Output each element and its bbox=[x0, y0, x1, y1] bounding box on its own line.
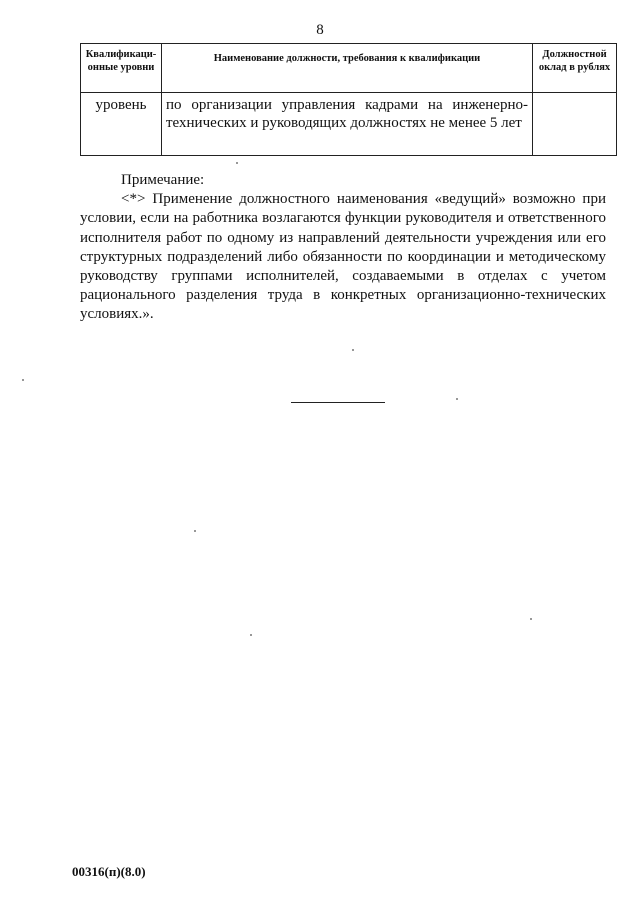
cell-requirements: по организации управления кадрами на инженерно-технических и руководящих должностях не менее 5 лет bbox=[162, 93, 533, 156]
cell-salary bbox=[533, 93, 617, 156]
document-code: 00316(п)(8.0) bbox=[72, 864, 146, 879]
end-divider bbox=[291, 402, 385, 403]
scan-speck bbox=[22, 379, 24, 381]
scan-speck bbox=[456, 398, 458, 400]
header-qualification-levels: Квалификаци-онные уровни bbox=[81, 44, 162, 93]
qualification-table bbox=[80, 43, 617, 156]
note-title: Примечание: bbox=[121, 172, 205, 188]
table-row bbox=[81, 93, 617, 156]
page-number: 8 bbox=[316, 22, 324, 38]
cell-level: уровень bbox=[81, 93, 162, 156]
scan-speck bbox=[250, 634, 252, 636]
scan-speck bbox=[194, 530, 196, 532]
scan-speck bbox=[352, 349, 354, 351]
note-block bbox=[80, 171, 606, 325]
note-text: <*> Применение должностного наименования «ведущий» возможно при условии, если на работника возлагаются функции руководителя и ответственного исполнителя работ по одному из направлений деятельности учреждения или его структурных подразделений либо обязанности по координации и методическому руководству группами исполнителей, создаваемыми в отделах с учетом рационального разделения труда в конкретных организационно-технических условиях.». bbox=[80, 191, 606, 323]
header-position-requirements: Наименование должности, требования к квалификации bbox=[162, 44, 533, 93]
scan-speck bbox=[236, 162, 238, 164]
header-salary: Должностной оклад в рублях bbox=[533, 44, 617, 93]
table-header-row bbox=[81, 44, 617, 93]
scan-speck bbox=[530, 618, 532, 620]
